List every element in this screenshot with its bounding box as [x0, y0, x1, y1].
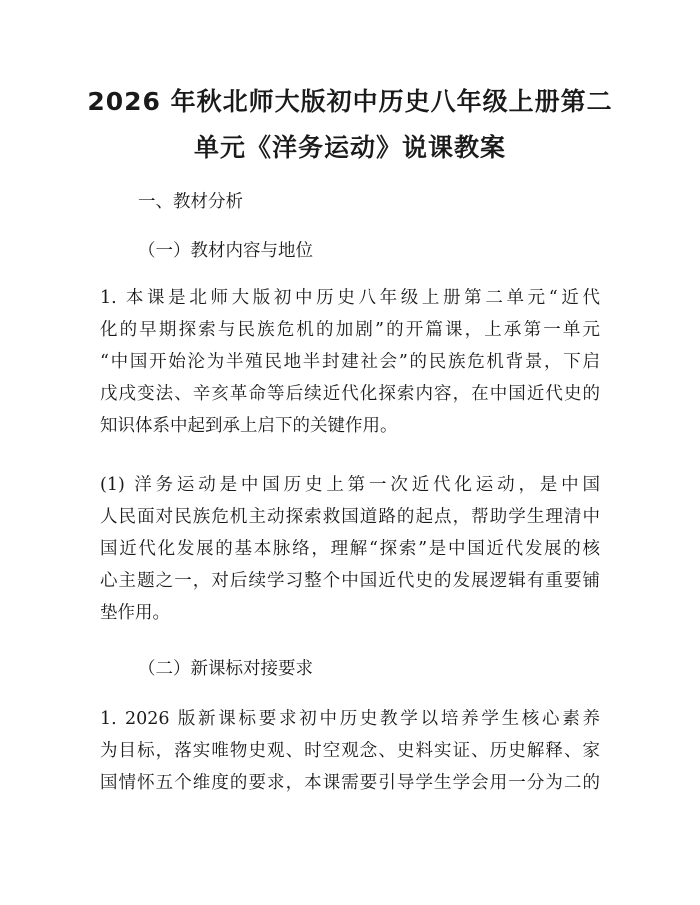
paragraph-2-line: 垫作用。 [100, 603, 170, 623]
paragraph-1-line: 1. 本课是北师大版初中历史八年级上册第二单元“近代 [100, 288, 600, 308]
paragraph-1-line: 戊戌变法、辛亥革命等后续近代化探索内容，在中国近代史的 [100, 384, 600, 404]
paragraph-1-line: 化的早期探索与民族危机的加剧”的开篇课，上承第一单元 [100, 320, 600, 340]
paragraph-2-line: 人民面对民族危机主动探索救国道路的起点，帮助学生理清中 [100, 507, 600, 527]
paragraph-3-line: 为目标，落实唯物史观、时空观念、史料实证、历史解释、家 [100, 741, 600, 761]
paragraph-1-line: “中国开始沦为半殖民地半封建社会”的民族危机背景，下启 [100, 352, 600, 372]
document-title-line-2: 单元《洋务运动》说课教案 [193, 133, 506, 162]
paragraph-2-line: (1) 洋务运动是中国历史上第一次近代化运动，是中国 [100, 475, 600, 495]
section-heading-teaching-material-analysis: 一、教材分析 [138, 192, 243, 212]
paragraph-1-line: 知识体系中起到承上启下的关键作用。 [100, 416, 398, 436]
paragraph-3-line: 国情怀五个维度的要求，本课需要引导学生学会用一分为二的 [100, 773, 600, 793]
document-title-line-1: 2026 年秋北师大版初中历史八年级上册第二 [87, 87, 613, 116]
paragraph-3-line: 1. 2026 版新课标要求初中历史教学以培养学生核心素养 [100, 709, 600, 729]
paragraph-2-line: 心主题之一，对后续学习整个中国近代史的发展逻辑有重要铺 [100, 571, 600, 591]
subsection-heading-new-curriculum-requirements: （二）新课标对接要求 [138, 659, 313, 679]
subsection-heading-content-and-position: （一）教材内容与地位 [138, 241, 313, 261]
paragraph-2-line: 国近代化发展的基本脉络，理解“探索”是中国近代发展的核 [100, 539, 600, 559]
